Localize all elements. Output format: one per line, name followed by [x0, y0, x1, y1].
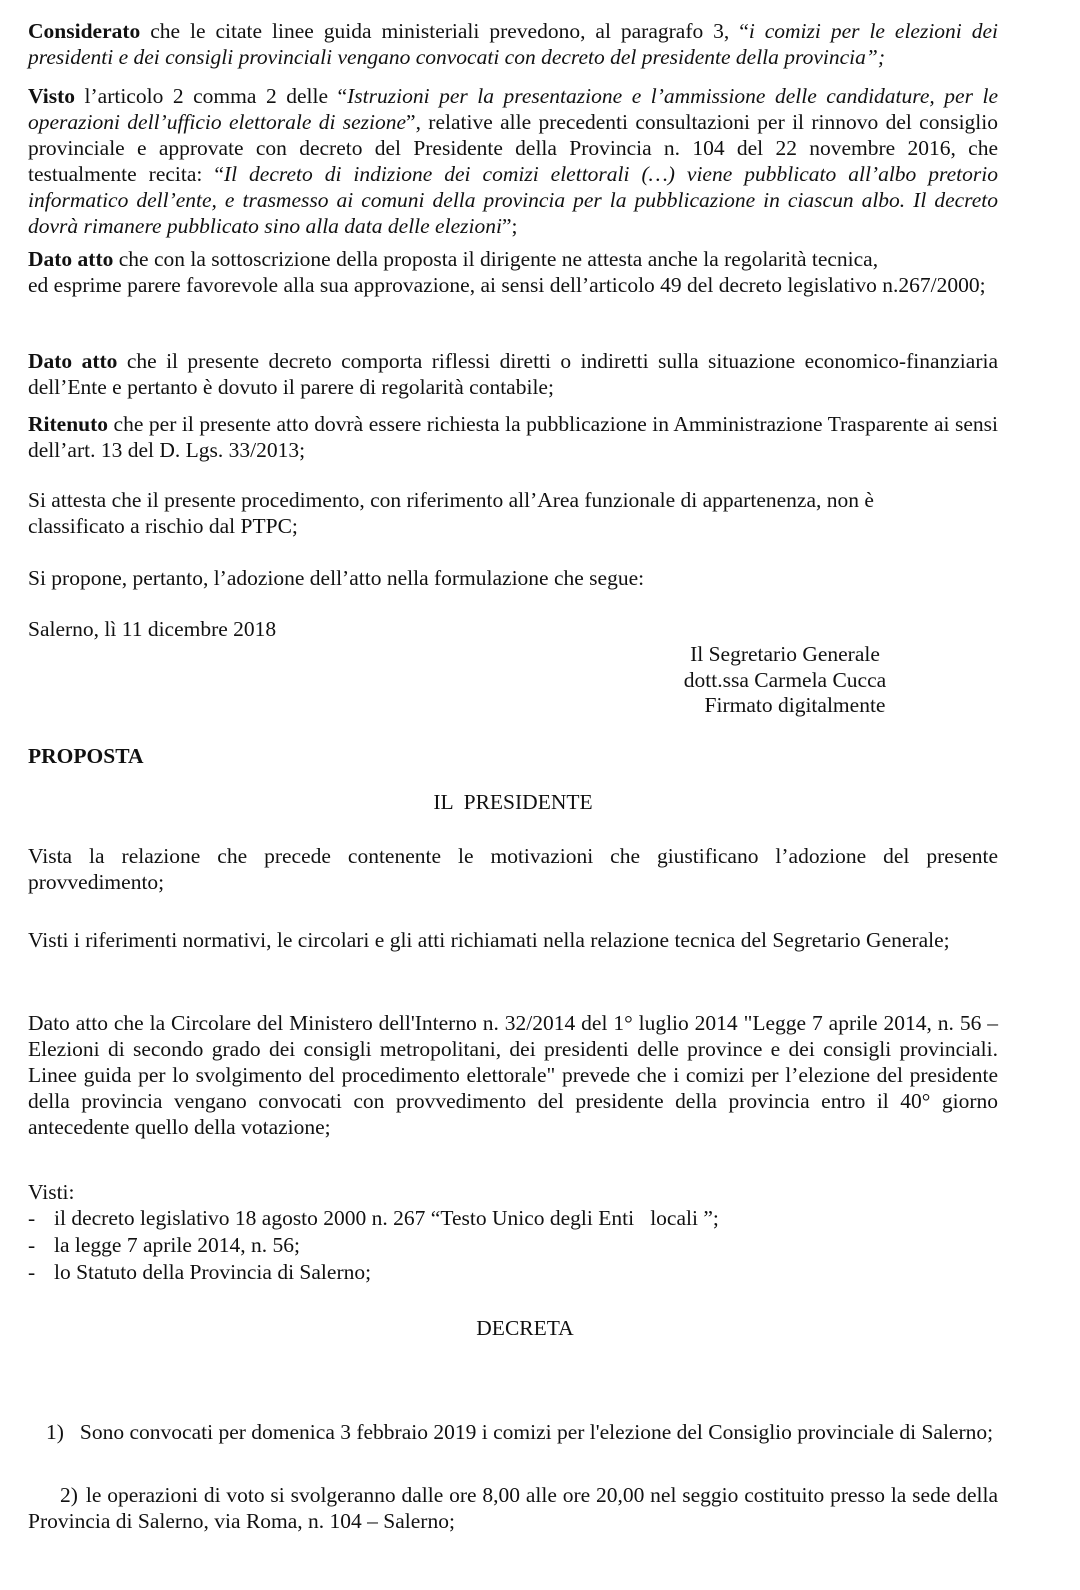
paragraph-propone: Si propone, pertanto, l’adozione dell’atto nella formulazione che segue: [28, 566, 645, 590]
president-heading: IL PRESIDENTE [433, 790, 593, 814]
decreta-heading: DECRETA [476, 1316, 574, 1340]
paragraph-dato-atto-continuation: ed esprime parere favorevole alla sua approvazione, ai sensi dell’articolo 49 del decreto legislativo n.267/2000; [28, 273, 986, 297]
paragraph-visto: Visto l’articolo 2 comma 2 delle “Istruzioni per la presentazione e l’ammissione delle candidature, per le operazioni dell’ufficio elettorale di sezione”, relative alle precedenti consultazioni per il rinnovo del consiglio provinciale e approvate con decreto del Presidente della Provincia n. 104 del 22 novembre 2016, che testualmente recita: “Il decreto di indizione dei comizi elettorali (…) viene pubblicato all’albo pretorio informatico dell’ente, e trasmesso ai comuni della provincia per la pubblicazione in ciascun albo. Il decreto dovrà rimanere pubblicato sino alla data delle elezioni”; [28, 84, 998, 238]
paragraph-attestazione-line-2: classificato a rischio dal PTPC; [28, 514, 298, 538]
paragraph-visti-riferimenti: Visti i riferimenti normativi, le circolari e gli atti richiamati nella relazione tecnica del Segretario Generale; [28, 928, 950, 952]
decreta-item-2: 2) le operazioni di voto si svolgeranno dalle ore 8,00 alle ore 20,00 nel seggio costituito presso la sede della Provincia di Salerno, via Roma, n. 104 – Salerno; [28, 1482, 998, 1533]
paragraph-attestazione-line-1: Si attesta che il presente procedimento, con riferimento all’Area funzionale di appartenenza, non è [28, 488, 874, 512]
keyword-considerato: Considerato [28, 19, 141, 43]
visti-label: Visti: [28, 1180, 75, 1204]
keyword-visto: Visto [28, 84, 75, 108]
decreta-item-1: 1) Sono convocati per domenica 3 febbraio 2019 i comizi per l'elezione del Consiglio provinciale di Salerno; [46, 1419, 994, 1444]
signature-note: Firmato digitalmente [704, 693, 886, 717]
keyword-dato-atto: Dato atto [28, 349, 118, 373]
paragraph-dato-atto-regolarita-tecnica: Dato atto che con la sottoscrizione della proposta il dirigente ne attesta anche la regolarità tecnica, [28, 247, 879, 271]
signature-name: dott.ssa Carmela Cucca [683, 668, 887, 692]
place-date: Salerno, lì 11 dicembre 2018 [28, 617, 277, 641]
paragraph-vista-relazione: Vista la relazione che precede contenente le motivazioni che giustificano l’adozione del presente provvedimento; [28, 844, 998, 894]
list-item: - la legge 7 aprile 2014, n. 56; [28, 1233, 300, 1257]
keyword-ritenuto: Ritenuto [28, 412, 109, 436]
keyword-dato-atto: Dato atto [28, 247, 114, 271]
paragraph-ritenuto: Ritenuto che per il presente atto dovrà essere richiesta la pubblicazione in Amministrazione Trasparente ai sensi dell’art. 13 del D. Lgs. 33/2013; [28, 412, 998, 462]
paragraph-dato-atto-contabile: Dato atto che il presente decreto comporta riflessi diretti o indiretti sulla situazione economico-finanziaria dell’Ente e pertanto è dovuto il parere di regolarità contabile; [28, 349, 998, 399]
list-item: - il decreto legislativo 18 agosto 2000 n. 267 “Testo Unico degli Enti locali ”; [28, 1206, 719, 1230]
paragraph-considerato: Considerato che le citate linee guida ministeriali prevedono, al paragrafo 3, “i comizi per le elezioni dei presidenti e dei consigli provinciali vengano convocati con decreto del presidente della provincia”; [28, 19, 998, 69]
list-item: - lo Statuto della Provincia di Salerno; [28, 1260, 372, 1284]
proposta-heading: PROPOSTA [28, 744, 144, 768]
paragraph-dato-atto-circolare: Dato atto che la Circolare del Ministero dell'Interno n. 32/2014 del 1° luglio 2014 "Legge 7 aprile 2014, n. 56 – Elezioni di secondo grado dei consigli metropolitani, dei presidenti delle province e dei consigli provinciali. Linee guida per lo svolgimento del procedimento elettorale" prevede che i comizi per l’elezione del presidente della provincia vengano convocati con provvedimento del presidente della provincia entro il 40° giorno antecedente quello della votazione; [28, 1011, 998, 1139]
signature-role: Il Segretario Generale [690, 642, 880, 666]
